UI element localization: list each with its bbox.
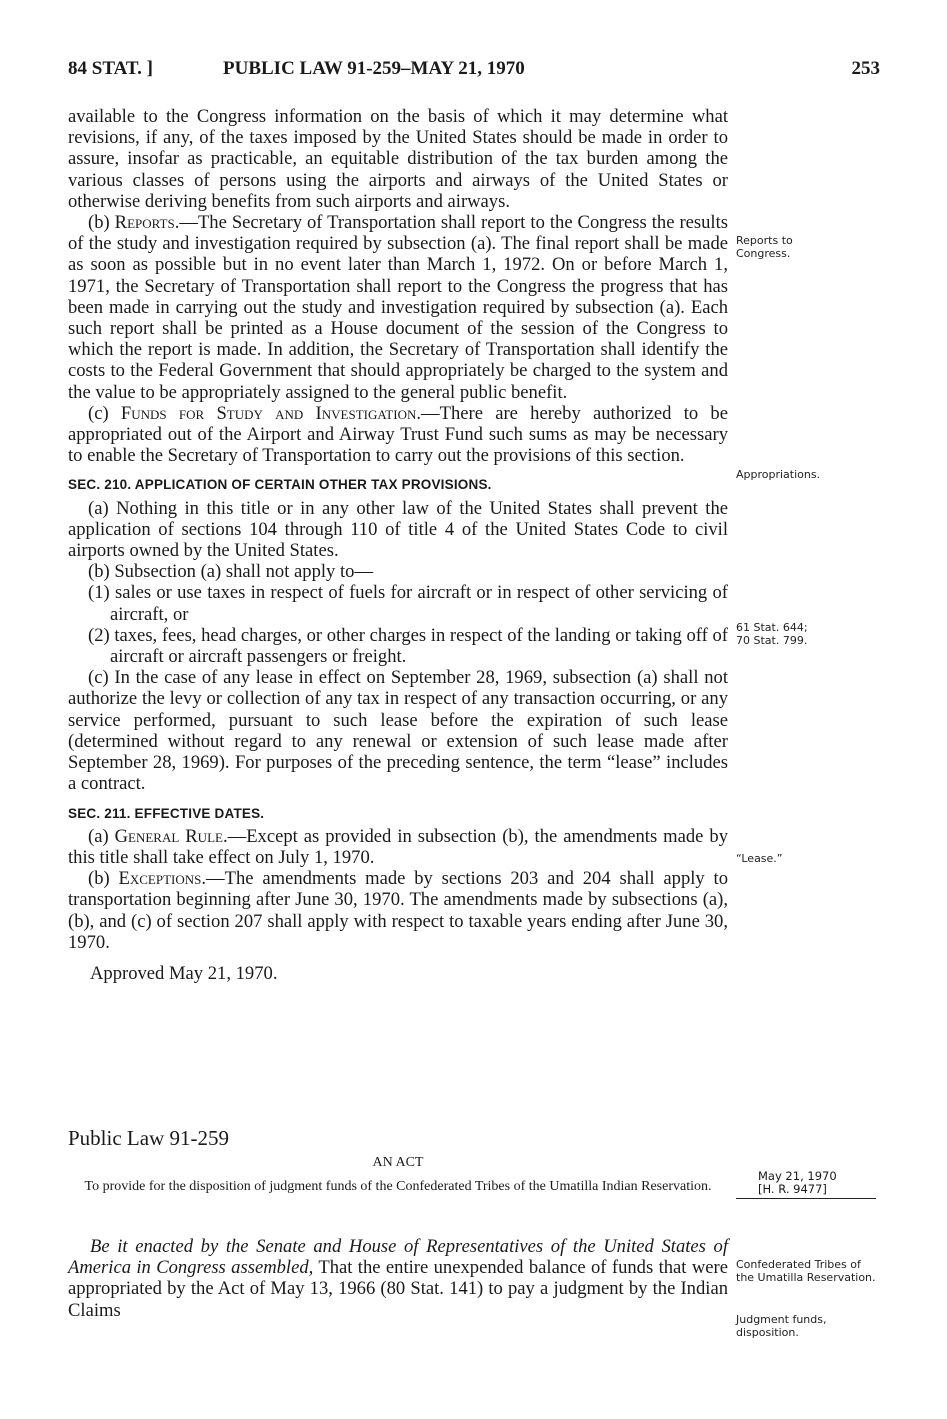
subsection-heading: Funds for Study and Investigation.: [120, 402, 421, 424]
paragraph-210c: (c) In the case of any lease in effect on September 28, 1969, subsection (a) shall not authorize the levy or collection of any tax in respect of any transaction occurring, or any service performed, pursuant to such lease before the expiration of such lease (determined without regard to any renewal or extension of such lease made after September 28, 1969). For purposes of the preceding sentence, the term “lease” includes a contract.: [68, 667, 728, 795]
enactment-date-box: [736, 1170, 876, 1199]
paragraph-210b1: (1) sales or use taxes in respect of fuels for aircraft or in respect of other servicing of aircraft, or: [88, 582, 728, 625]
approval-line: Approved May 21, 1970.: [90, 962, 278, 984]
subsection-heading: General Rule.: [114, 825, 228, 847]
margin-note-appropriations: Appropriations.: [736, 468, 821, 481]
margin-note-stat-2: 70 Stat. 799.: [736, 634, 808, 647]
margin-note-judgment: Judgment funds, disposition.: [736, 1313, 827, 1339]
subsection-heading: Exceptions.: [118, 868, 207, 890]
act-purpose: To provide for the disposition of judgment funds of the Confederated Tribes of the Umatilla Indian Reservation.: [84, 1179, 712, 1194]
paragraph-211a: (a) General Rule.—Except as provided in subsection (b), the amendments made by this title shall take effect on July 1, 1970.: [68, 825, 728, 868]
enacting-clause: Be it enacted by the Senate and House of Representatives of the United States of America in Congress assembled, That the entire unexpended balance of funds that were appropriated by the Act of May 13, 1966 (80 Stat. 141) to pay a judgment by the Indian Claims: [68, 1236, 728, 1321]
page-number: 253: [851, 58, 880, 79]
margin-note-stat-1: 61 Stat. 644;: [736, 621, 808, 634]
bill-number: [H. R. 9477]: [736, 1183, 876, 1199]
running-title: PUBLIC LAW 91-259–MAY 21, 1970: [223, 58, 525, 79]
an-act-label: AN ACT: [372, 1155, 424, 1170]
margin-note-tribes: Confederated Tribes of the Umatilla Reservation.: [736, 1258, 876, 1284]
section-heading-210: SEC. 210. APPLICATION OF CERTAIN OTHER TAX PROVISIONS.: [68, 477, 492, 493]
paragraph-210a: (a) Nothing in this title or in any other law of the United States shall prevent the application of sections 104 through 110 of title 4 of the United States Code to civil airports owned by the United States.: [68, 497, 728, 562]
paragraph-210b: (b) Subsection (a) shall not apply to—: [88, 561, 374, 583]
enacting-formula: Be it enacted by the Senate and House of Representatives of the United States of America in Congress assembled,: [68, 1236, 728, 1279]
margin-note-lease: “Lease.”: [736, 852, 783, 865]
paragraph-funds: (c) Funds for Study and Investigation.—There are hereby authorized to be appropriated out of the Airport and Airway Trust Fund such sums as may be necessary to enable the Secretary of Transportation to carry out the provisions of this section.: [68, 402, 728, 467]
paragraph-reports: (b) Reports.—The Secretary of Transportation shall report to the Congress the results of the study and investigation required by subsection (a). The final report shall be made as soon as possible but in no event later than March 1, 1972. On or before March 1, 1971, the Secretary of Transportation shall report to the Congress the progress that has been made in carrying out the study and investigation required by subsection (a). Each such report shall be printed as a House document of the session of the Congress to which the report is made. In addition, the Secretary of Transportation shall identify the costs to the Federal Government that should appropriately be charged to the system and the value to be appropriately assigned to the general public benefit.: [68, 212, 728, 403]
statute-volume: 84 STAT. ]: [68, 58, 153, 79]
public-law-title: Public Law 91-259: [68, 1126, 229, 1150]
paragraph-211b: (b) Exceptions.—The amendments made by sections 203 and 204 shall apply to transportation beginning after June 30, 1970. The amendments made by subsections (a), (b), and (c) of section 207 shall apply with respect to taxable years ending after June 30, 1970.: [68, 868, 728, 953]
margin-note-reports: Reports to Congress.: [736, 234, 793, 260]
paragraph-continuation: available to the Congress information on the basis of which it may determine what revisions, if any, of the taxes imposed by the United States should be made in order to assure, insofar as practicable, an equitable distribution of the tax burden among the various classes of persons using the airports and airways of the United States or otherwise deriving benefits from such airports and airways.: [68, 106, 728, 212]
enactment-date: May 21, 1970: [758, 1169, 837, 1183]
subsection-heading: Reports.: [114, 212, 180, 234]
section-heading-211: SEC. 211. EFFECTIVE DATES.: [68, 805, 265, 821]
main-text: [68, 106, 728, 984]
page-header: [68, 58, 880, 88]
paragraph-210b2: (2) taxes, fees, head charges, or other charges in respect of the landing or taking off of aircraft or aircraft passengers or freight.: [88, 624, 728, 668]
